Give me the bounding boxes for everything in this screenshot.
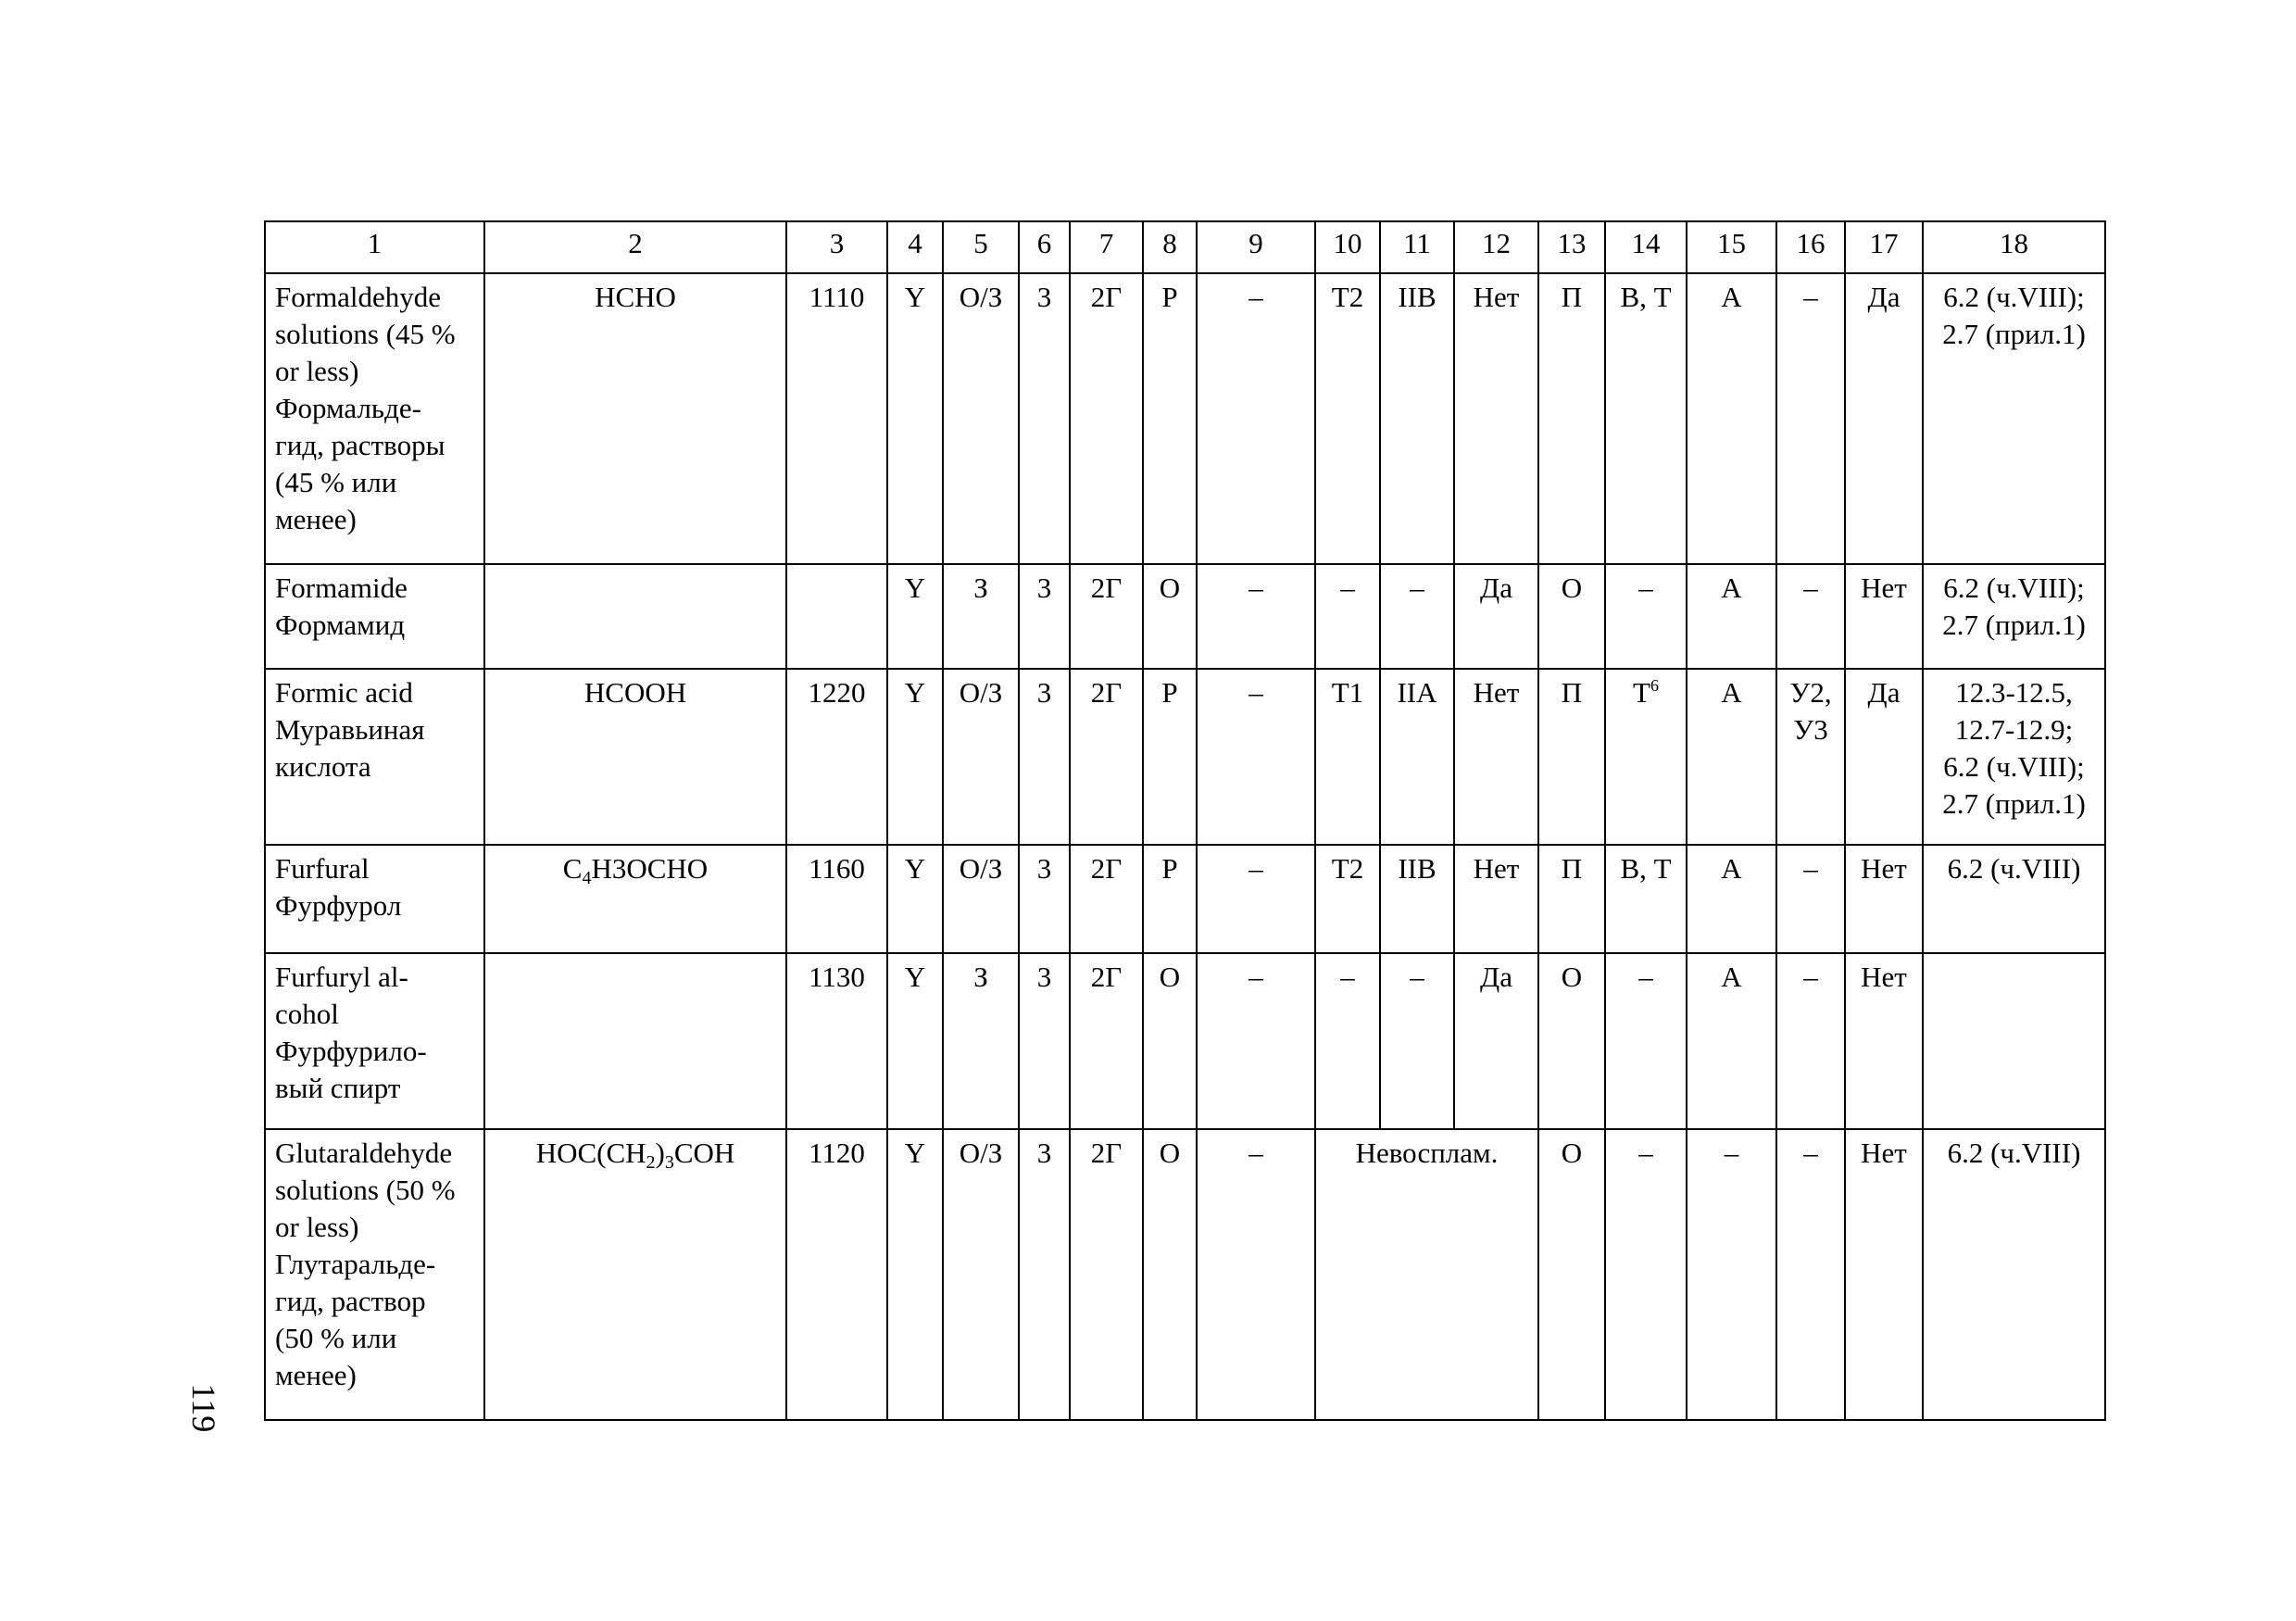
cell-col-9: – — [1197, 564, 1315, 669]
cell-col-3: 1130 — [786, 953, 887, 1129]
cell-col-10: – — [1315, 564, 1380, 669]
cell-col-18 — [1923, 953, 2105, 1129]
cell-col-6: 3 — [1019, 564, 1070, 669]
reference-line: 6.2 (ч.VIII); — [1943, 572, 2085, 604]
formula-cell — [484, 845, 786, 953]
cell-col-11: – — [1380, 953, 1454, 1129]
cell-col-7: 2Г — [1070, 1129, 1143, 1420]
name-line: кислота — [275, 750, 371, 783]
header-cell: 7 — [1070, 221, 1143, 273]
formula-part: HOC(CH — [535, 1137, 646, 1169]
table-row-furfural — [265, 845, 2105, 953]
cell-col-6: 3 — [1019, 669, 1070, 845]
cell-col-10: Т1 — [1315, 669, 1380, 845]
header-cell: 10 — [1315, 221, 1380, 273]
cell-col-15: А — [1687, 669, 1776, 845]
name-line: гид, раствор — [275, 1285, 426, 1317]
name-line: (45 % или — [275, 466, 397, 498]
cell-col-14: – — [1605, 953, 1687, 1129]
name-line: Furfural — [275, 852, 370, 885]
header-cell: 11 — [1380, 221, 1454, 273]
name-line: менее) — [275, 1359, 357, 1391]
header-cell: 18 — [1923, 221, 2105, 273]
table-row-formic-acid — [265, 669, 2105, 845]
name-line: Муравьиная — [275, 713, 425, 746]
chemical-table — [264, 220, 2106, 1421]
product-name — [265, 669, 484, 845]
header-cell: 8 — [1143, 221, 1197, 273]
name-line: or less) — [275, 355, 359, 387]
formula-subscript: 4 — [582, 868, 592, 888]
cell-col-13: П — [1538, 273, 1605, 564]
reference-line: 6.2 (ч.VIII); — [1943, 750, 2085, 783]
formula-part: C — [562, 852, 583, 885]
name-line: Фурфурол — [275, 889, 402, 922]
cell-col-9: – — [1197, 845, 1315, 953]
cell-col-16 — [1776, 669, 1845, 845]
header-cell: 17 — [1845, 221, 1923, 273]
header-cell: 4 — [887, 221, 943, 273]
cell-col-7: 2Г — [1070, 845, 1143, 953]
reference-line: 6.2 (ч.VIII); — [1943, 281, 2085, 313]
cell-col-18 — [1923, 1129, 2105, 1420]
formula-cell — [484, 564, 786, 669]
cell-col-13: П — [1538, 669, 1605, 845]
cell-col-5: З — [943, 953, 1019, 1129]
cell-col-17: Да — [1845, 273, 1923, 564]
cell-col-16: – — [1776, 953, 1845, 1129]
reference-line: 2.7 (прил.1) — [1942, 318, 2086, 350]
table-row-furfuryl-alcohol — [265, 953, 2105, 1129]
cell-col-17: Нет — [1845, 845, 1923, 953]
cell-col-14: В, Т — [1605, 273, 1687, 564]
cell-col-17: Нет — [1845, 564, 1923, 669]
header-cell: 15 — [1687, 221, 1776, 273]
cell-col-8: О — [1143, 564, 1197, 669]
cell-col-16: – — [1776, 1129, 1845, 1420]
name-line: solutions (50 % — [275, 1174, 456, 1206]
cell-col-15: А — [1687, 564, 1776, 669]
product-name — [265, 1129, 484, 1420]
cell-col-4: Y — [887, 953, 943, 1129]
cell-col-9: – — [1197, 669, 1315, 845]
cell-col-4: Y — [887, 1129, 943, 1420]
cell-col-18 — [1923, 273, 2105, 564]
cell-col-17: Да — [1845, 669, 1923, 845]
cell-col-6: 3 — [1019, 1129, 1070, 1420]
cell-col-12: Да — [1454, 953, 1538, 1129]
cell-col-16: – — [1776, 564, 1845, 669]
cell-col-11: IIВ — [1380, 845, 1454, 953]
cell-col-9: – — [1197, 953, 1315, 1129]
formula-part: ) — [655, 1137, 665, 1169]
name-line: Glutaraldehyde — [275, 1137, 453, 1169]
header-cell: 5 — [943, 221, 1019, 273]
cell-col-8: О — [1143, 1129, 1197, 1420]
cell-col-13: П — [1538, 845, 1605, 953]
cell-col-10: – — [1315, 953, 1380, 1129]
name-line: менее) — [275, 503, 357, 535]
cell-col-12: Нет — [1454, 845, 1538, 953]
header-cell: 3 — [786, 221, 887, 273]
cell-col-14: В, Т — [1605, 845, 1687, 953]
name-line: Formamide — [275, 572, 408, 604]
cell-col-9: – — [1197, 1129, 1315, 1420]
cell-col-16: – — [1776, 273, 1845, 564]
name-line: Formaldehyde — [275, 281, 442, 313]
cell-line: У2, — [1789, 676, 1832, 709]
cell-col-6: 3 — [1019, 273, 1070, 564]
cell-col-3: 1110 — [786, 273, 887, 564]
name-line: Фурфурило- — [275, 1035, 427, 1067]
reference-line: 6.2 (ч.VIII) — [1947, 1137, 2081, 1169]
name-line: Formic acid — [275, 676, 413, 709]
cell-col-14: – — [1605, 564, 1687, 669]
cell-col-8: Р — [1143, 273, 1197, 564]
footnote-mark: 6 — [1650, 676, 1659, 695]
reference-line: 6.2 (ч.VIII) — [1947, 852, 2081, 885]
cell-col-17: Нет — [1845, 953, 1923, 1129]
header-cell: 9 — [1197, 221, 1315, 273]
table-row-formaldehyde — [265, 273, 2105, 564]
cell-col-13: О — [1538, 564, 1605, 669]
cell-col-13: О — [1538, 953, 1605, 1129]
cell-col-3: 1220 — [786, 669, 887, 845]
cell-col-8: Р — [1143, 669, 1197, 845]
name-line: Формальде- — [275, 392, 421, 424]
cell-col-7: 2Г — [1070, 669, 1143, 845]
header-row — [265, 221, 2105, 273]
cell-col-12: Нет — [1454, 273, 1538, 564]
cell-col-4: Y — [887, 273, 943, 564]
cell-line: У3 — [1793, 713, 1828, 746]
cell-col-17: Нет — [1845, 1129, 1923, 1420]
name-line: гид, растворы — [275, 429, 445, 461]
formula-cell: HCHO — [484, 273, 786, 564]
cell-col-16: – — [1776, 845, 1845, 953]
cell-col-4: Y — [887, 669, 943, 845]
cell-col-9: – — [1197, 273, 1315, 564]
cell-col-18 — [1923, 845, 2105, 953]
formula-cell: HCOOH — [484, 669, 786, 845]
cell-col-3: 1160 — [786, 845, 887, 953]
formula-subscript: 3 — [664, 1152, 674, 1173]
cell-col-5: О/З — [943, 669, 1019, 845]
cell-col-3: 1120 — [786, 1129, 887, 1420]
reference-line: 2.7 (прил.1) — [1942, 609, 2086, 641]
product-name — [265, 953, 484, 1129]
name-line: Глутаральде- — [275, 1248, 436, 1280]
cell-col-15: А — [1687, 273, 1776, 564]
header-cell: 16 — [1776, 221, 1845, 273]
cell-col-8: Р — [1143, 845, 1197, 953]
cell-col-11: IIА — [1380, 669, 1454, 845]
cell-col-15: А — [1687, 845, 1776, 953]
name-line: вый спирт — [275, 1072, 401, 1104]
reference-line: 12.7-12.9; — [1954, 713, 2074, 746]
cell-col-5: О/З — [943, 273, 1019, 564]
cell-col-7: 2Г — [1070, 953, 1143, 1129]
cell-text: Т — [1633, 676, 1650, 709]
cell-col-18 — [1923, 564, 2105, 669]
name-line: Furfuryl al- — [275, 961, 408, 993]
header-cell: 12 — [1454, 221, 1538, 273]
cell-col-5: О/З — [943, 1129, 1019, 1420]
product-name — [265, 845, 484, 953]
cell-col-11: – — [1380, 564, 1454, 669]
cell-col-4: Y — [887, 845, 943, 953]
cell-col-15: А — [1687, 953, 1776, 1129]
formula-part: COH — [673, 1137, 735, 1169]
name-line: Формамид — [275, 609, 406, 641]
cell-col-6: 3 — [1019, 953, 1070, 1129]
name-line: solutions (45 % — [275, 318, 456, 350]
cell-col-7: 2Г — [1070, 273, 1143, 564]
product-name — [265, 273, 484, 564]
page-number: 119 — [185, 1383, 222, 1433]
cell-col-10: Т2 — [1315, 845, 1380, 953]
reference-line: 12.3-12.5, — [1955, 676, 2073, 709]
cell-col-4: Y — [887, 564, 943, 669]
cell-col-15: – — [1687, 1129, 1776, 1420]
product-name — [265, 564, 484, 669]
formula-cell — [484, 1129, 786, 1420]
cell-col-13: О — [1538, 1129, 1605, 1420]
cell-col-11: IIВ — [1380, 273, 1454, 564]
cell-col-5: О/З — [943, 845, 1019, 953]
name-line: or less) — [275, 1211, 359, 1243]
reference-line: 2.7 (прил.1) — [1942, 787, 2086, 820]
cell-col-7: 2Г — [1070, 564, 1143, 669]
header-cell: 14 — [1605, 221, 1687, 273]
cell-col-14: – — [1605, 1129, 1687, 1420]
cell-col-14 — [1605, 669, 1687, 845]
merged-cell-col-10-12: Невосплам. — [1315, 1129, 1538, 1420]
header-cell: 13 — [1538, 221, 1605, 273]
header-cell: 2 — [484, 221, 786, 273]
cell-col-12: Да — [1454, 564, 1538, 669]
name-line: (50 % или — [275, 1322, 397, 1354]
table-row-glutaraldehyde — [265, 1129, 2105, 1420]
cell-col-8: О — [1143, 953, 1197, 1129]
formula-cell — [484, 953, 786, 1129]
header-cell: 1 — [265, 221, 484, 273]
cell-col-10: Т2 — [1315, 273, 1380, 564]
cell-col-3 — [786, 564, 887, 669]
formula-subscript: 2 — [646, 1152, 656, 1173]
formula-part: H3OCHO — [591, 852, 709, 885]
table-row-formamide — [265, 564, 2105, 669]
cell-col-6: 3 — [1019, 845, 1070, 953]
cell-col-18 — [1923, 669, 2105, 845]
header-cell: 6 — [1019, 221, 1070, 273]
cell-col-12: Нет — [1454, 669, 1538, 845]
name-line: cohol — [275, 998, 339, 1030]
cell-col-5: З — [943, 564, 1019, 669]
